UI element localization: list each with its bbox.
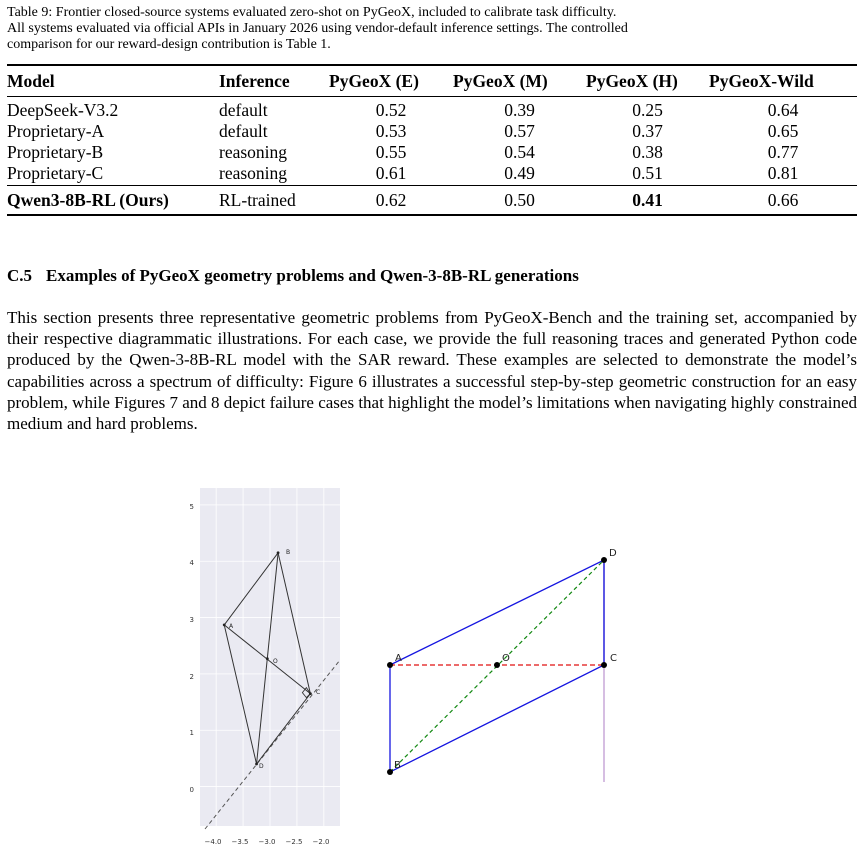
table-row (7, 143, 857, 164)
point-b (387, 769, 393, 775)
cell-score: 0.37 (632, 121, 663, 141)
y-tick-label: 2 (189, 673, 194, 681)
point-label-b: B (286, 549, 291, 556)
x-tick-label: −2.0 (312, 838, 330, 846)
y-tick-label: 0 (189, 786, 194, 794)
cell-score: 0.50 (504, 190, 535, 210)
point-o (266, 657, 269, 660)
point-label-c: C (610, 653, 617, 664)
cell-score: 0.66 (767, 190, 799, 210)
header-pygeox-h: PyGeoX (H) (586, 70, 678, 91)
cell-inference: RL-trained (219, 190, 296, 210)
figure-left-plot (150, 488, 350, 850)
y-tick-label: 1 (189, 729, 194, 737)
cell-score: 0.62 (375, 190, 407, 210)
cell-score: 0.77 (767, 142, 799, 162)
point-a (387, 662, 393, 668)
cell-score: 0.81 (767, 163, 799, 183)
section-heading (7, 266, 579, 286)
point-o (494, 662, 500, 668)
x-tick-label: −3.5 (231, 838, 249, 846)
cell-score: 0.52 (375, 100, 407, 120)
table-row (7, 97, 857, 123)
body-paragraph: This section presents three representative geometric problems from PyGeoX-Bench and the training set, accompanied by their respective diagrammatic illustrations. For each case, we provide the full reasoning traces and generated Python code produced by the Qwen-3-8B-RL model with the SAR reward. These examples are selected to demonstrate the model’s capabilities across a spectrum of difficulty: Figure 6 illustrates a successful step-by-step geometric construction for an easy problem, while Figures 7 and 8 depict failure cases that highlight the model’s limitations when navigating highly constrained medium and hard problems. (7, 308, 857, 434)
cell-score: 0.49 (504, 163, 535, 183)
caption-line: All systems evaluated via official APIs in January 2026 using vendor-default inference settings. The controlled (7, 21, 628, 36)
point-label-b: B (394, 760, 401, 771)
cell-inference: default (219, 100, 268, 120)
cell-score: 0.39 (504, 100, 535, 120)
figure-right-diagram (375, 540, 625, 790)
cell-inference: reasoning (219, 163, 288, 183)
cell-score: 0.51 (632, 163, 663, 183)
cell-inference: reasoning (219, 142, 288, 162)
x-tick-label: −4.0 (204, 838, 222, 846)
section-number: C.5 (7, 266, 33, 285)
cell-inference: default (219, 121, 268, 141)
header-pygeox-m: PyGeoX (M) (453, 70, 548, 91)
cell-score: 0.65 (767, 121, 799, 141)
point-label-d: D (609, 548, 617, 559)
cell-score: 0.53 (375, 121, 407, 141)
section-title-text: Examples of PyGeoX geometry problems and Qwen-3-8B-RL generations (46, 266, 579, 285)
point-a (223, 623, 226, 626)
cell-score: 0.38 (632, 142, 663, 162)
cell-model: Proprietary-B (7, 142, 104, 162)
point-label-o: O (502, 653, 510, 664)
table-row-ours (7, 186, 857, 216)
y-tick-label: 3 (189, 616, 194, 624)
point-label-d: D (259, 763, 264, 770)
results-table (7, 64, 857, 216)
point-c (601, 662, 607, 668)
cell-score: 0.55 (375, 142, 407, 162)
header-pygeox-wild: PyGeoX-Wild (709, 70, 814, 91)
point-label-a: A (229, 623, 234, 630)
cell-model: Proprietary-C (7, 163, 104, 183)
cell-model: DeepSeek-V3.2 (7, 100, 119, 120)
cell-score: 0.54 (504, 142, 535, 162)
cell-model: Qwen3-8B-RL (Ours) (7, 190, 169, 210)
table-row (7, 122, 857, 143)
x-tick-label: −3.0 (258, 838, 276, 846)
cell-score: 0.64 (767, 100, 799, 120)
header-pygeox-e: PyGeoX (E) (329, 70, 419, 91)
header-inference: Inference (219, 70, 290, 91)
point-d (601, 557, 607, 563)
point-c (309, 692, 312, 695)
cell-score: 0.25 (632, 100, 663, 120)
table-header-row (7, 65, 857, 97)
point-label-a: A (395, 653, 402, 664)
y-tick-label: 5 (189, 503, 194, 511)
cell-score: 0.57 (504, 121, 535, 141)
cell-score: 0.41 (632, 190, 663, 210)
cell-score: 0.61 (375, 163, 407, 183)
point-label-c: C (316, 689, 321, 696)
point-d (255, 763, 258, 766)
point-b (277, 551, 280, 554)
cell-model: Proprietary-A (7, 121, 105, 141)
caption-line: Table 9: Frontier closed-source systems evaluated zero-shot on PyGeoX, included to calibrate task difficulty. (7, 5, 617, 20)
y-tick-label: 4 (189, 559, 194, 567)
header-model: Model (7, 70, 55, 91)
x-tick-label: −2.5 (285, 838, 303, 846)
point-label-o: O (273, 658, 278, 665)
table-row (7, 164, 857, 186)
caption-line: comparison for our reward-design contribution is Table 1. (7, 37, 331, 52)
table-caption (7, 5, 857, 53)
